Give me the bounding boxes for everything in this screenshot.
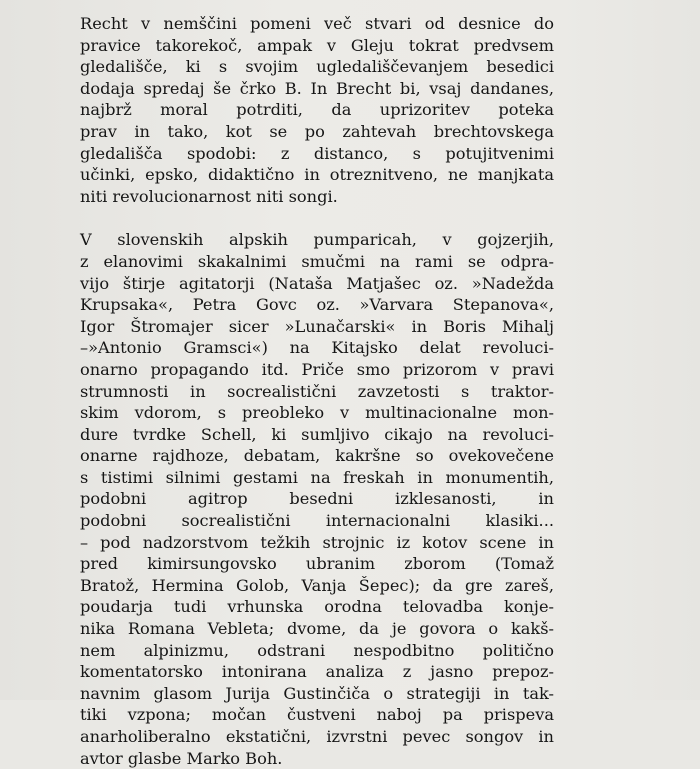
text-line: V slovenskih alpskih pumparicah, v gojzerjih, — [80, 230, 554, 250]
text-line: pred kimirsungovsko ubranim zborom (Tomaž — [80, 554, 554, 574]
text-line: skim vdorom, s preobleko v multinacionalne mon- — [80, 403, 554, 423]
text-line: onarne rajdhoze, debatam, kakršne so ovekovečene — [80, 446, 554, 466]
text-line: –»Antonio Gramsci«) na Kitajsko delat revoluci- — [80, 338, 554, 358]
text-line: tiki vzpona; močan čustveni naboj pa prispeva — [80, 705, 554, 725]
text-line: niti revolucionarnost niti songi. — [80, 186, 338, 206]
text-line: nika Romana Vebleta; dvome, da je govora o kakš- — [80, 619, 554, 639]
text-line: Recht v nemščini pomeni več stvari od desnice do — [80, 14, 554, 33]
text-line: onarno propagando itd. Priče smo prizorom v pravi — [80, 359, 554, 379]
text-line: nem alpinizmu, odstrani nespodbitno politično — [80, 640, 554, 660]
text-line: Krupsaka«, Petra Govc oz. »Varvara Stepanova«, — [80, 295, 554, 315]
text-line: najbrž moral potrditi, da uprizoritev poteka — [80, 100, 554, 120]
text-line: poudarja tudi vrhunska orodna telovadba konje- — [80, 597, 554, 617]
text-line: s tistimi silnimi gestami na freskah in monumentih, — [80, 467, 554, 487]
text-line: prav in tako, kot se po zahtevah brechtovskega — [80, 121, 554, 141]
text-line: z elanovimi skakalnimi smučmi na rami se odpra- — [80, 251, 554, 271]
text-line: komentatorsko intonirana analiza z jasno prepoz- — [80, 662, 554, 682]
text-line: avtor glasbe Marko Boh. — [80, 748, 283, 768]
text-line: gledališča spodobi: z distanco, s potujitvenimi — [80, 143, 554, 163]
text-line: podobni agitrop besedni izklesanosti, in — [80, 489, 554, 509]
text-line: Bratož, Hermina Golob, Vanja Šepec); da gre zareš, — [80, 575, 554, 595]
text-line: dure tvrdke Schell, ki sumljivo cikajo na revoluci- — [80, 424, 554, 444]
article-paragraph — [80, 229, 554, 769]
text-line: učinki, epsko, didaktično in otreznitveno, ne manjkata — [80, 165, 554, 185]
text-line: strumnosti in socrealistični zavzetosti s traktor- — [80, 381, 554, 401]
text-line: gledališče, ki s svojim ugledališčevanjem besedici — [80, 57, 554, 77]
cropped-heading-fragment — [80, 0, 170, 4]
article-body — [80, 13, 554, 769]
text-line: dodaja spredaj še črko B. In Brecht bi, vsaj dandanes, — [80, 78, 554, 98]
text-line: pravice takorekoč, ampak v Gleju tokrat predvsem — [80, 35, 554, 55]
text-line: anarholiberalno ekstatični, izvrstni pevec songov in — [80, 727, 554, 746]
text-line: podobni socrealistični internacionalni klasiki... — [80, 511, 554, 531]
text-line: Igor Štromajer sicer »Lunačarski« in Boris Mihalj — [80, 316, 554, 336]
text-line: vijo štirje agitatorji (Nataša Matjašec oz. »Nadežda — [80, 273, 554, 293]
text-line: – pod nadzorstvom težkih strojnic iz kotov scene in — [80, 532, 554, 552]
text-line: navnim glasom Jurija Gustinčiča o strategiji in tak- — [80, 683, 554, 703]
article-paragraph — [80, 13, 554, 207]
